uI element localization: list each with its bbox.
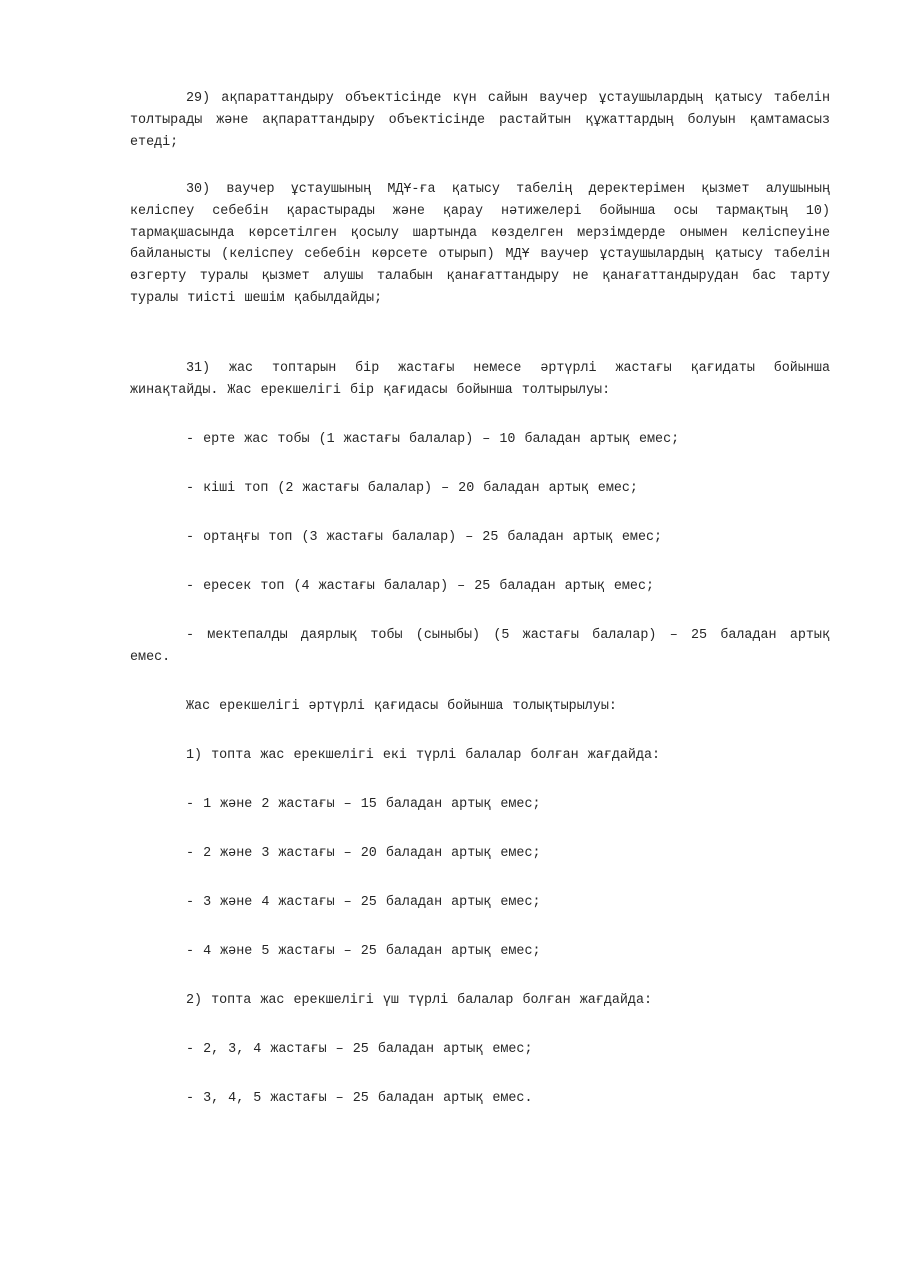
paragraph-29: 29) ақпараттандыру объектісінде күн сайын ваучер ұстаушылардың қатысу табелін толтырады және ақпараттандыру объектісінде растайтын құжаттардың болуын қамтамасыз етеді; — [130, 91, 830, 150]
list-item-two-2: - 2 және 3 жастағы – 20 баладан артық емес; — [186, 846, 541, 861]
mixed-age-intro: Жас ерекшелігі әртүрлі қағидасы бойынша толықтырылуы: — [186, 699, 617, 714]
list-item-three-1: - 2, 3, 4 жастағы – 25 баладан артық емес; — [186, 1042, 533, 1057]
list-item-two-1: - 1 және 2 жастағы – 15 баладан артық емес; — [186, 797, 541, 812]
paragraph-31: 31) жас топтарын бір жастағы немесе әртүрлі жастағы қағидаты бойынша жинақтайды. Жас ерекшелігі бір қағидасы бойынша толтырылуы: — [130, 361, 830, 398]
list-item-group-4: - ересек топ (4 жастағы балалар) – 25 баладан артық емес; — [186, 579, 655, 594]
three-types-heading: 2) топта жас ерекшелігі үш түрлі балалар болған жағдайда: — [186, 993, 653, 1008]
list-item-two-3: - 3 және 4 жастағы – 25 баладан артық емес; — [186, 895, 541, 910]
list-item-group-1: - ерте жас тобы (1 жастағы балалар) – 10 баладан артық емес; — [186, 432, 680, 447]
list-item-three-2: - 3, 4, 5 жастағы – 25 баладан артық емес. — [186, 1091, 533, 1106]
paragraph-30: 30) ваучер ұстаушының МДҰ-ға қатысу табелің деректерімен қызмет алушының келіспеу себебін қарастырады және қарау нәтижелері бойынша осы тармақтың 10) тармақшасында көрсетілген қосылу шартында көзделген мерзімдерде онымен келіспеуіне байланысты (келіспеу себебін көрсете отырып) МДҰ ваучер ұстаушылардың қатысу табелін өзгерту туралы қызмет алушы талабын қанағаттандыру не қанағаттандырудан бас тарту туралы тиісті шешім қабылдайды; — [130, 182, 830, 306]
list-item-group-3: - ортаңғы топ (3 жастағы балалар) – 25 баладан артық емес; — [186, 530, 663, 545]
list-item-two-4: - 4 және 5 жастағы – 25 баладан артық емес; — [186, 944, 541, 959]
list-item-group-2: - кіші топ (2 жастағы балалар) – 20 баладан артық емес; — [186, 481, 638, 496]
two-types-heading: 1) топта жас ерекшелігі екі түрлі балалар болған жағдайда: — [186, 748, 661, 763]
list-item-group-5: - мектепалды даярлық тобы (сыныбы) (5 жастағы балалар) – 25 баладан артық емес. — [130, 628, 830, 665]
